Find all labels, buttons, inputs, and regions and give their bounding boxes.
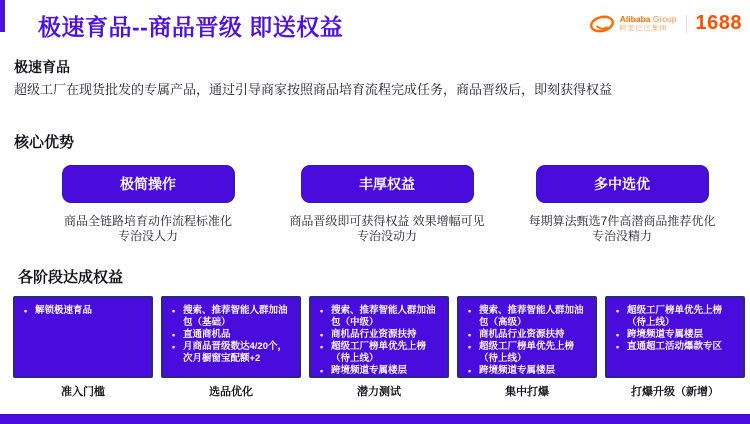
alibaba-wordmark bbox=[620, 15, 677, 32]
alibaba-group-label: Alibaba Group bbox=[619, 14, 677, 24]
advantage-card bbox=[40, 165, 256, 244]
benefit-item: • 商机品行业资源扶持 bbox=[463, 329, 591, 341]
stage-label: 集中打爆 bbox=[505, 386, 549, 398]
benefit-item: • 超级工厂榜单优先上榜（待上线） bbox=[315, 341, 443, 365]
stage-benefit-box bbox=[161, 296, 301, 378]
advantage-pill: 多中选优 bbox=[536, 165, 709, 203]
stage-benefit-box bbox=[13, 296, 153, 378]
benefit-item: • 跨境频道专属楼层 bbox=[463, 365, 591, 377]
advantage-desc: 每期算法甄选7件高潜商品推荐优化 专治没精力 bbox=[528, 214, 716, 243]
benefit-item: • 跨境频道专属楼层 bbox=[315, 365, 443, 377]
intro-heading: 极速育品 bbox=[14, 59, 70, 75]
advantage-pill: 丰厚权益 bbox=[301, 165, 474, 203]
stages-heading: 各阶段达成权益 bbox=[18, 269, 124, 286]
benefit-item: • 搜索、推荐智能人群加油包（高级） bbox=[463, 305, 591, 329]
benefit-item: • 搜索、推荐智能人群加油包（基础） bbox=[167, 305, 295, 329]
logo-divider bbox=[686, 15, 687, 33]
advantages-heading: 核心优势 bbox=[14, 134, 75, 151]
advantage-desc: 商品晋级即可获得权益 效果增幅可见 专治没动力 bbox=[289, 214, 485, 243]
footer-accent-bar bbox=[0, 414, 750, 424]
alibaba-cn-label: 阿里巴巴集团 bbox=[619, 24, 668, 32]
brand-logos bbox=[589, 12, 742, 35]
benefit-item: • 超级工厂榜单优先上榜（待上线） bbox=[611, 305, 739, 329]
advantage-card bbox=[514, 165, 730, 244]
stage-benefit-box bbox=[605, 296, 745, 378]
stage-label: 打爆升级（新增） bbox=[631, 386, 719, 398]
benefit-item: • 解锁极速育品 bbox=[19, 305, 147, 317]
benefit-item: • 月商品晋级数达4/20个，次月橱窗宝配额+2 bbox=[167, 341, 295, 365]
benefit-item: • 超级工厂榜单优先上榜（待上线） bbox=[463, 341, 591, 365]
benefit-item: • 直通超工活动爆款专区 bbox=[611, 341, 739, 353]
advantage-desc: 商品全链路培育动作流程标准化 专治没人力 bbox=[63, 214, 232, 243]
stage-benefit-box bbox=[457, 296, 597, 378]
stage-benefit-box bbox=[309, 296, 449, 378]
page-title: 极速育品--商品晋级 即送权益 bbox=[38, 14, 344, 40]
advantage-card bbox=[279, 165, 495, 244]
stage-label: 准入门槛 bbox=[61, 386, 105, 398]
advantage-pill: 极简操作 bbox=[62, 165, 235, 203]
alibaba-smiley-icon bbox=[589, 14, 615, 34]
stage-label: 选品优化 bbox=[209, 386, 253, 398]
benefit-item: • 跨境频道专属楼层 bbox=[611, 329, 739, 341]
stage-label: 潜力测试 bbox=[357, 386, 401, 398]
benefit-item: • 商机品行业资源扶持 bbox=[315, 329, 443, 341]
title-accent-bar bbox=[0, 0, 5, 32]
logo-1688: 1688 bbox=[695, 12, 742, 34]
benefit-item: • 直通商机品 bbox=[167, 329, 295, 341]
intro-body: 超级工厂在现货批发的专属产品，通过引导商家按照商品培育流程完成任务，商品晋级后，即刻获得权益 bbox=[14, 82, 613, 97]
benefit-item: • 搜索、推荐智能人群加油包（中级） bbox=[315, 305, 443, 329]
